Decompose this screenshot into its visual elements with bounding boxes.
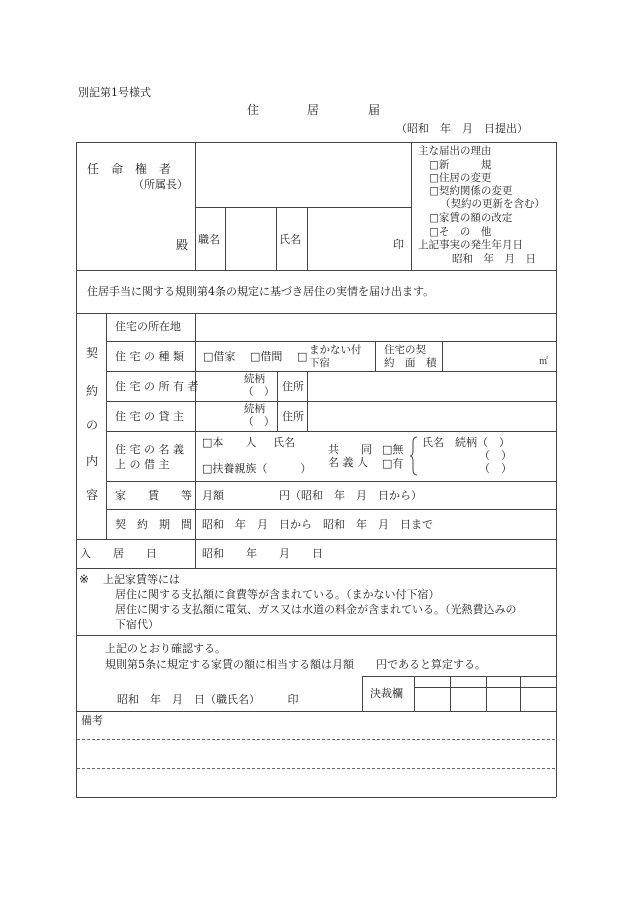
title-char-3: 届 [368,103,381,117]
owner-address-field[interactable] [308,372,555,400]
lessor-relation-paren: （ ） [243,416,275,428]
contract-side-char-5: 容 [86,488,99,502]
confirm-line-1: 上記のとおり確認する。 [105,642,226,655]
appointer-label: 任 命 権 者 [87,162,172,176]
honorific: 殿 [176,238,189,252]
movein-date[interactable]: 昭和 年 月 日 [202,547,323,560]
area-unit: ㎡ [539,357,549,367]
title-char-2: 居 [307,103,320,117]
type-rented-room-checkbox[interactable]: □借間 [250,350,283,363]
note-mark: ※ [79,572,90,586]
tenant-label-1: 住 宅 の 名 義 [115,443,184,456]
remarks-field[interactable] [77,728,555,796]
position-field[interactable] [226,208,275,269]
joint-exists-checkbox[interactable]: □有 [382,457,404,470]
affiliation-head-label: （所属長） [133,178,188,191]
movein-label: 入 居 日 [80,547,157,560]
owner-label: 住 宅 の 所 有 者 [115,380,199,393]
type-lodging-label-1: まかない付 [309,344,362,356]
reasons-title: 主な届出の理由 [418,145,492,157]
joint-relation-paren-2: （ ） [479,449,512,462]
type-lodging-checkbox[interactable]: □ [297,350,308,363]
area-label-1: 住宅の契 [384,344,426,356]
joint-name-header: 氏名 続柄（ ） [422,436,510,449]
name-label: 氏名 [279,233,301,246]
decision-cell-3[interactable] [487,688,519,710]
note-line-1: 居住に関する支払額に食費等が含まれている。（まかない付下宿） [115,588,440,601]
tenant-self-checkbox[interactable]: □本 人 [202,436,257,449]
decision-column-label: 決裁欄 [370,687,403,700]
lessor-relation-label: 続柄 [244,403,265,415]
submission-date: （昭和 年 月 日提出） [396,122,528,135]
joint-brace [409,436,419,476]
tenant-label-2: 上 の 借 主 [115,458,170,471]
note-line-3: 下宿代） [115,618,159,631]
reason-contract-change-checkbox[interactable]: □契約関係の変更 [429,185,513,197]
remarks-label: 備考 [81,714,103,727]
location-label: 住宅の所在地 [115,320,181,333]
confirm-line-2: 規則第5条に規定する家賃の額に相当する額は月額 円であると算定する。 [105,658,486,671]
appointer-field[interactable] [196,143,410,206]
owner-address-label: 住所 [282,380,304,393]
joint-label-1: 共 同 [328,443,372,456]
decision-cell-1[interactable] [415,688,449,710]
joint-relation-paren-3: （ ） [479,462,512,475]
location-field[interactable] [196,314,555,340]
note-title: 上記家賃等には [103,573,180,586]
owner-relation-label: 続柄 [244,373,265,385]
tenant-dependent-checkbox[interactable]: □扶養親族（ ） [202,462,312,475]
contract-side-char-2: 約 [86,384,99,398]
contract-period-value[interactable]: 昭和 年 月 日から 昭和 年 月 日まで [202,518,433,531]
position-label: 職名 [198,233,220,246]
owner-relation-paren: （ ） [243,386,275,398]
decision-cell-4[interactable] [521,688,555,710]
rent-value[interactable]: 月額 円（昭和 年 月 日から） [202,489,422,502]
reason-contract-renewal-note: （契約の更新を含む） [440,198,545,210]
title-char-1: 住 [247,103,260,117]
lessor-address-field[interactable] [308,402,555,430]
contract-side-char-4: 内 [86,454,99,468]
occurrence-date-label: 上記事実の発生年月日 [418,239,523,251]
area-label-2: 約 面 積 [384,357,437,369]
lessor-label: 住 宅 の 貸 主 [115,410,184,423]
joint-label-2: 名 義 人 [328,456,368,469]
note-line-2: 居住に関する支払額に電気、ガス又は水道の料金が含まれている。（光熱費込みの [115,603,517,616]
lessor-address-label: 住所 [282,410,304,423]
form-number: 別記第1号様式 [78,86,151,99]
occurrence-date: 昭和 年 月 日 [452,253,536,265]
seal-mark: 印 [393,238,404,251]
housing-type-label: 住 宅 の 種 類 [115,350,184,363]
reason-rent-revision-checkbox[interactable]: □家賃の額の改定 [429,212,513,224]
contract-period-label: 契 約 期 間 [115,518,192,531]
declaration-text: 住居手当に関する規則第4条の規定に基づき居住の実情を届け出ます。 [87,285,435,298]
rent-label: 家 賃 等 [115,489,192,502]
contract-side-char-1: 契 [86,346,99,360]
type-lodging-label-2: 下宿 [309,357,330,369]
reason-other-checkbox[interactable]: □そ の 他 [429,226,492,238]
reason-residence-change-checkbox[interactable]: □住居の変更 [429,172,492,184]
contract-side-char-3: の [86,418,99,432]
decision-cell-2[interactable] [451,688,485,710]
joint-none-checkbox[interactable]: □無 [382,443,404,456]
confirm-signature-line: 昭和 年 月 日（職氏名） 印 [117,693,299,706]
reason-new-checkbox[interactable]: □新 規 [429,159,492,171]
tenant-name-label: 氏名 [273,436,295,449]
type-rented-house-checkbox[interactable]: □借家 [203,350,236,363]
